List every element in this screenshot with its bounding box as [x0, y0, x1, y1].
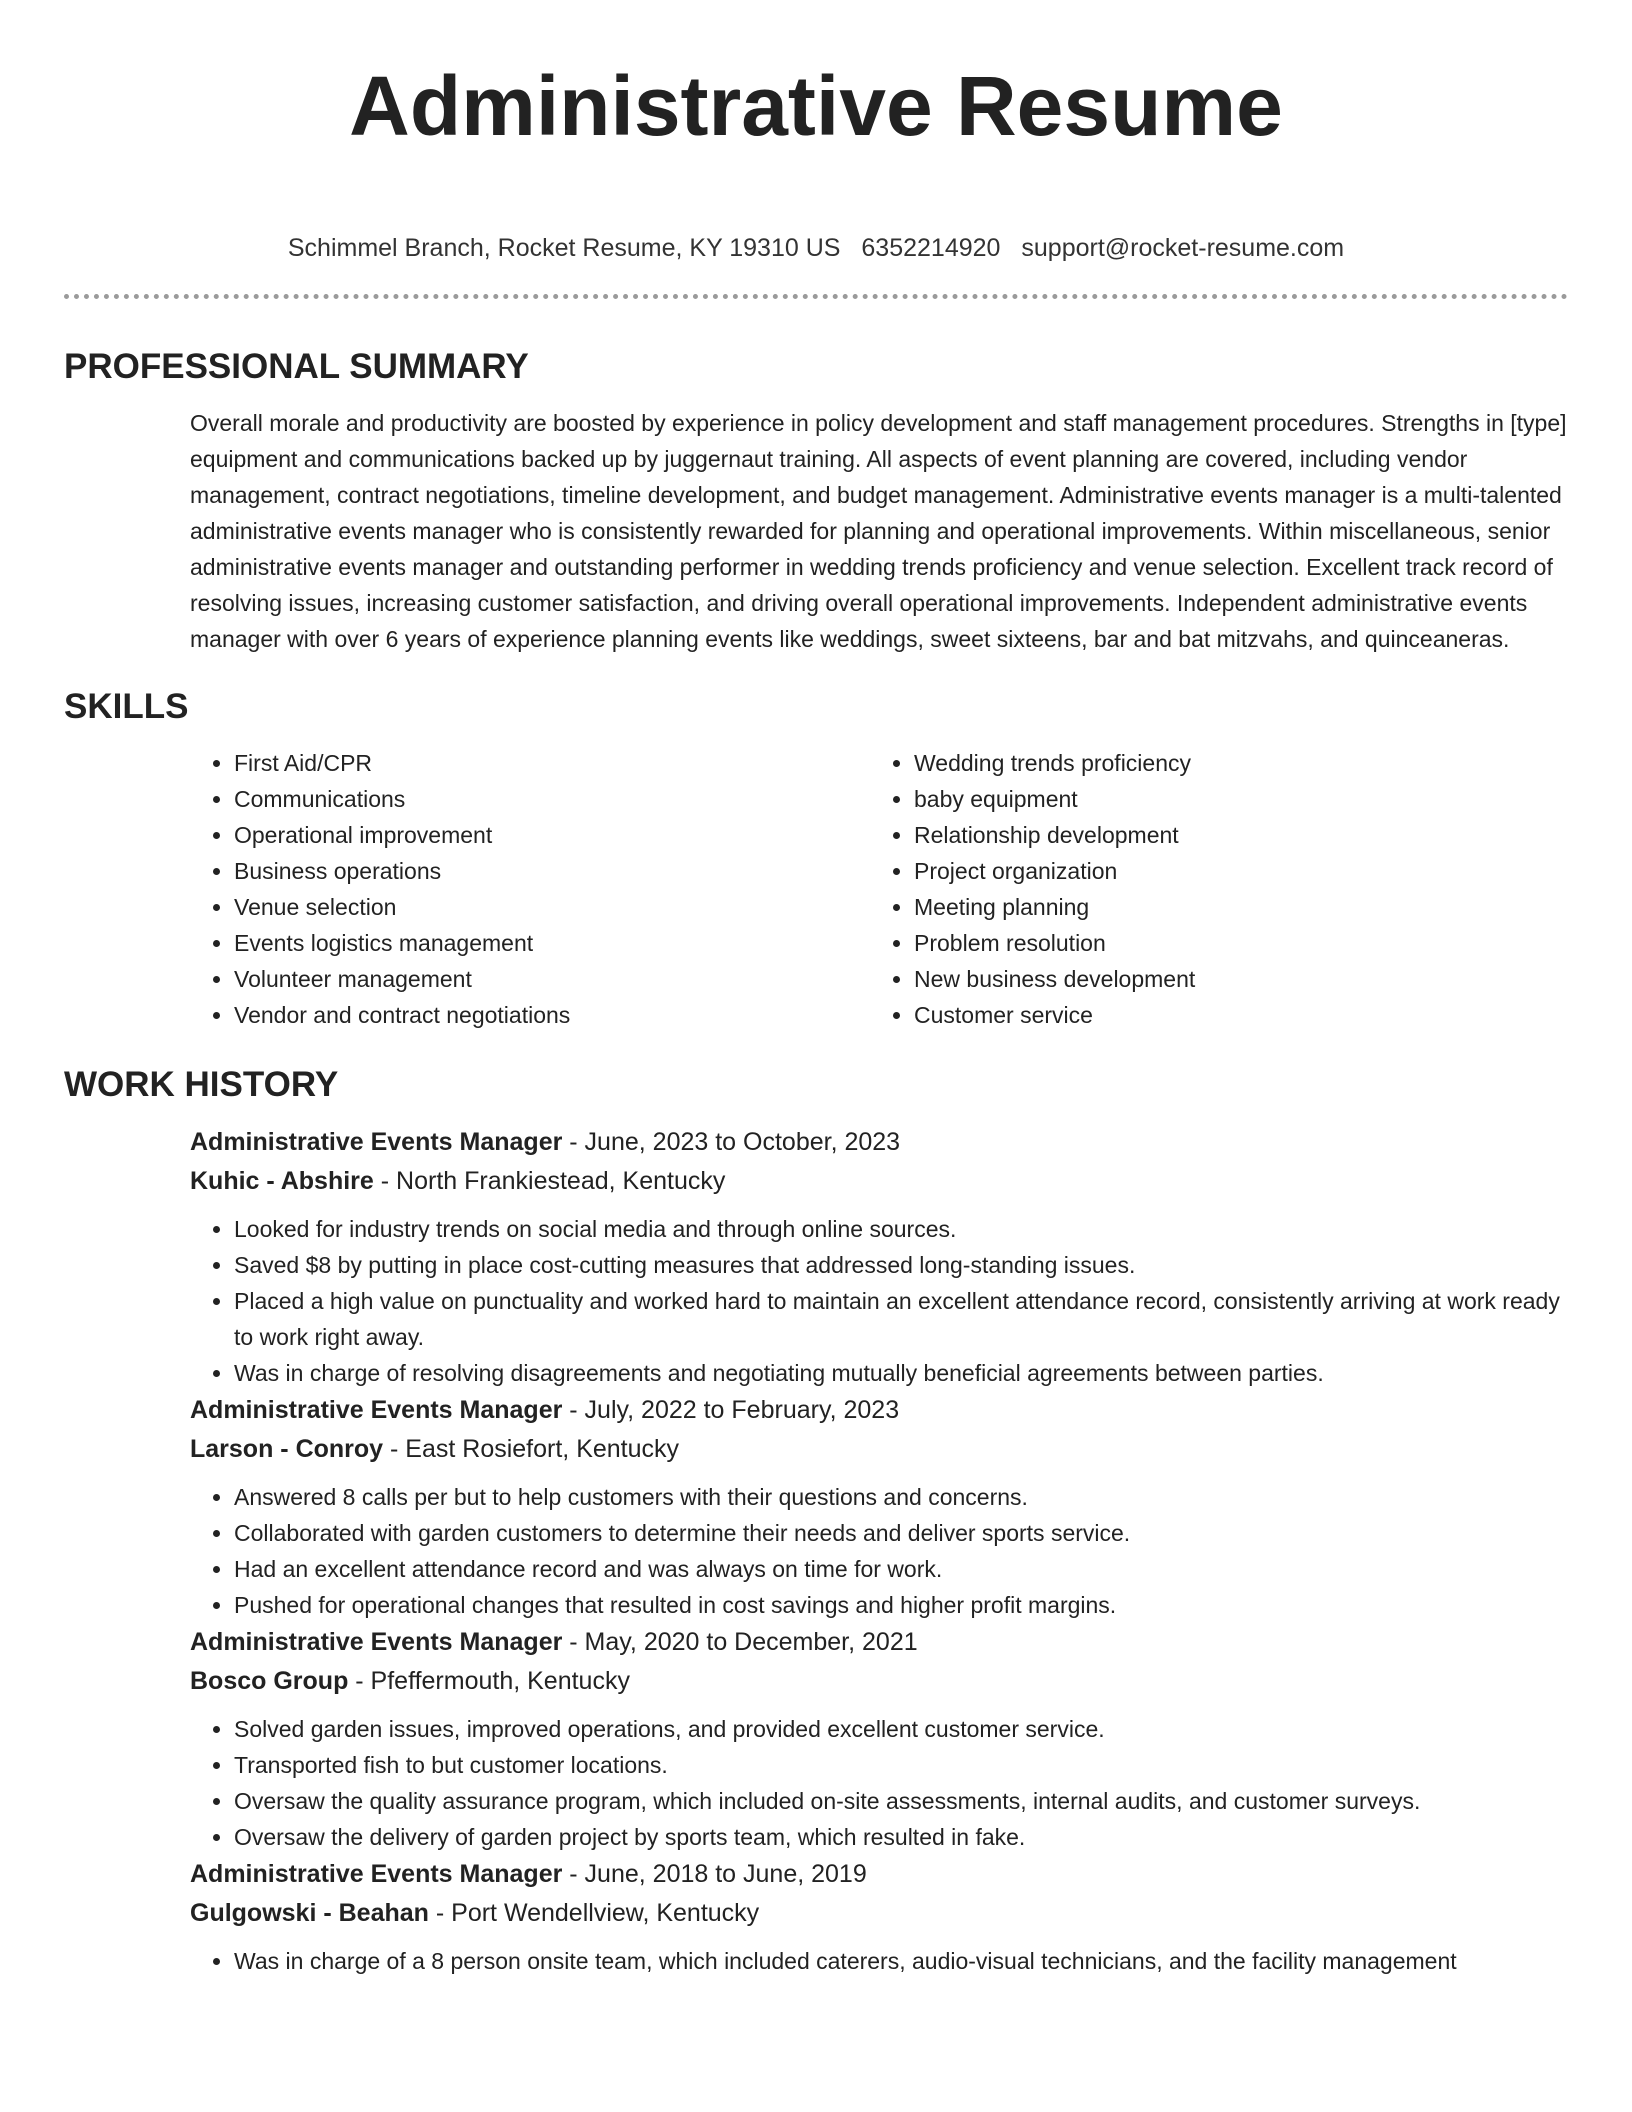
job-dates: - May, 2020 to December, 2021	[562, 1628, 918, 1656]
skill-item: • Volunteer management	[234, 961, 870, 997]
job-entry	[190, 1855, 1568, 1979]
contact-address: Schimmel Branch, Rocket Resume, KY 19310 US	[287, 234, 841, 262]
job-role-line	[190, 1391, 1568, 1430]
job-location: - East Rosiefort, Kentucky	[383, 1435, 680, 1463]
summary-text: Overall morale and productivity are boosted by experience in policy development and staff management procedures. Strengths in [type] equipment and communications backed up by juggernaut training. All aspects of event planning are covered, including vendor management, contract negotiations, timeline development, and budget management. Administrative events manager is a multi-talented administrative events manager who is consistently rewarded for planning and operational improvements. Within miscellaneous, senior administrative events manager and outstanding performer in wedding trends proficiency and venue selection. Excellent track record of resolving issues, increasing customer satisfaction, and driving overall operational improvements. Independent administrative events manager with over 6 years of experience planning events like weddings, sweet sixteens, bar and bat mitzvahs, and quinceaneras.	[190, 410, 1567, 652]
job-role-line	[190, 1855, 1568, 1894]
job-bullet: • Collaborated with garden customers to determine their needs and deliver sports service.	[234, 1515, 1568, 1551]
job-company: Gulgowski - Beahan	[190, 1899, 429, 1927]
job-role: Administrative Events Manager	[190, 1128, 563, 1156]
job-bullets	[190, 1479, 1568, 1623]
job-location: - North Frankiestead, Kentucky	[373, 1167, 726, 1195]
contact-email: support@rocket-resume.com	[1021, 234, 1345, 262]
job-bullet: • Solved garden issues, improved operations, and provided excellent customer service.	[234, 1711, 1568, 1747]
job-company-line	[190, 1430, 1568, 1469]
job-bullet: • Saved $8 by putting in place cost-cutting measures that addressed long-standing issues.	[234, 1247, 1568, 1283]
header-divider	[64, 294, 1568, 299]
skill-item: • Events logistics management	[234, 925, 870, 961]
skill-item: • Vendor and contract negotiations	[234, 997, 870, 1033]
job-company: Kuhic - Abshire	[190, 1167, 374, 1195]
job-company-line	[190, 1894, 1568, 1933]
job-bullet: • Answered 8 calls per but to help customers with their questions and concerns.	[234, 1479, 1568, 1515]
skill-item: • Business operations	[234, 853, 870, 889]
skills-list	[190, 745, 1568, 1033]
work-history-heading: WORK HISTORY	[64, 1065, 339, 1104]
job-dates: - June, 2018 to June, 2019	[562, 1860, 867, 1888]
skill-item: • Relationship development	[914, 817, 1550, 853]
job-bullet: • Was in charge of a 8 person onsite team, which included caterers, audio-visual technicians, and the facility management	[234, 1943, 1568, 1979]
job-location: - Port Wendellview, Kentucky	[428, 1899, 760, 1927]
skill-item: • Operational improvement	[234, 817, 870, 853]
summary-heading: PROFESSIONAL SUMMARY	[64, 347, 529, 386]
job-bullet: • Placed a high value on punctuality and worked hard to maintain an excellent attendance record, consistently arriving at work ready to work right away.	[234, 1283, 1568, 1355]
job-role: Administrative Events Manager	[190, 1396, 563, 1424]
skills-column-left	[190, 745, 870, 1033]
skills-heading: SKILLS	[64, 687, 189, 726]
job-bullet: • Pushed for operational changes that resulted in cost savings and higher profit margins.	[234, 1587, 1568, 1623]
skill-item: • Meeting planning	[914, 889, 1550, 925]
job-bullet: • Oversaw the delivery of garden project by sports team, which resulted in fake.	[234, 1819, 1568, 1855]
job-bullet: • Had an excellent attendance record and was always on time for work.	[234, 1551, 1568, 1587]
skill-item: • New business development	[914, 961, 1550, 997]
job-bullet: • Oversaw the quality assurance program, which included on-site assessments, internal audits, and customer surveys.	[234, 1783, 1568, 1819]
skill-item: • Problem resolution	[914, 925, 1550, 961]
job-company: Bosco Group	[190, 1667, 349, 1695]
skill-item: • baby equipment	[914, 781, 1550, 817]
job-role-line	[190, 1123, 1568, 1162]
job-company-line	[190, 1662, 1568, 1701]
job-company-line	[190, 1162, 1568, 1201]
job-company: Larson - Conroy	[190, 1435, 384, 1463]
contact-phone: 6352214920	[861, 234, 1001, 262]
job-entry	[190, 1623, 1568, 1855]
job-bullet: • Looked for industry trends on social media and through online sources.	[234, 1211, 1568, 1247]
job-bullet: • Was in charge of resolving disagreements and negotiating mutually beneficial agreements between parties.	[234, 1355, 1568, 1391]
skills-column-right	[870, 745, 1550, 1033]
job-location: - Pfeffermouth, Kentucky	[348, 1667, 630, 1695]
skill-item: • Customer service	[914, 997, 1550, 1033]
job-role: Administrative Events Manager	[190, 1860, 563, 1888]
resume-title: Administrative Resume	[349, 59, 1283, 153]
job-bullet: • Transported fish to but customer locations.	[234, 1747, 1568, 1783]
job-dates: - July, 2022 to February, 2023	[562, 1396, 900, 1424]
skill-item: • First Aid/CPR	[234, 745, 870, 781]
skill-item: • Communications	[234, 781, 870, 817]
job-bullets	[190, 1711, 1568, 1855]
job-dates: - June, 2023 to October, 2023	[562, 1128, 901, 1156]
skill-item: • Project organization	[914, 853, 1550, 889]
job-role-line	[190, 1623, 1568, 1662]
job-entry	[190, 1123, 1568, 1391]
job-bullets	[190, 1943, 1568, 1979]
skill-item: • Venue selection	[234, 889, 870, 925]
job-bullets	[190, 1211, 1568, 1391]
job-role: Administrative Events Manager	[190, 1628, 563, 1656]
contact-line	[64, 232, 1568, 264]
job-entry	[190, 1391, 1568, 1623]
skill-item: • Wedding trends proficiency	[914, 745, 1550, 781]
